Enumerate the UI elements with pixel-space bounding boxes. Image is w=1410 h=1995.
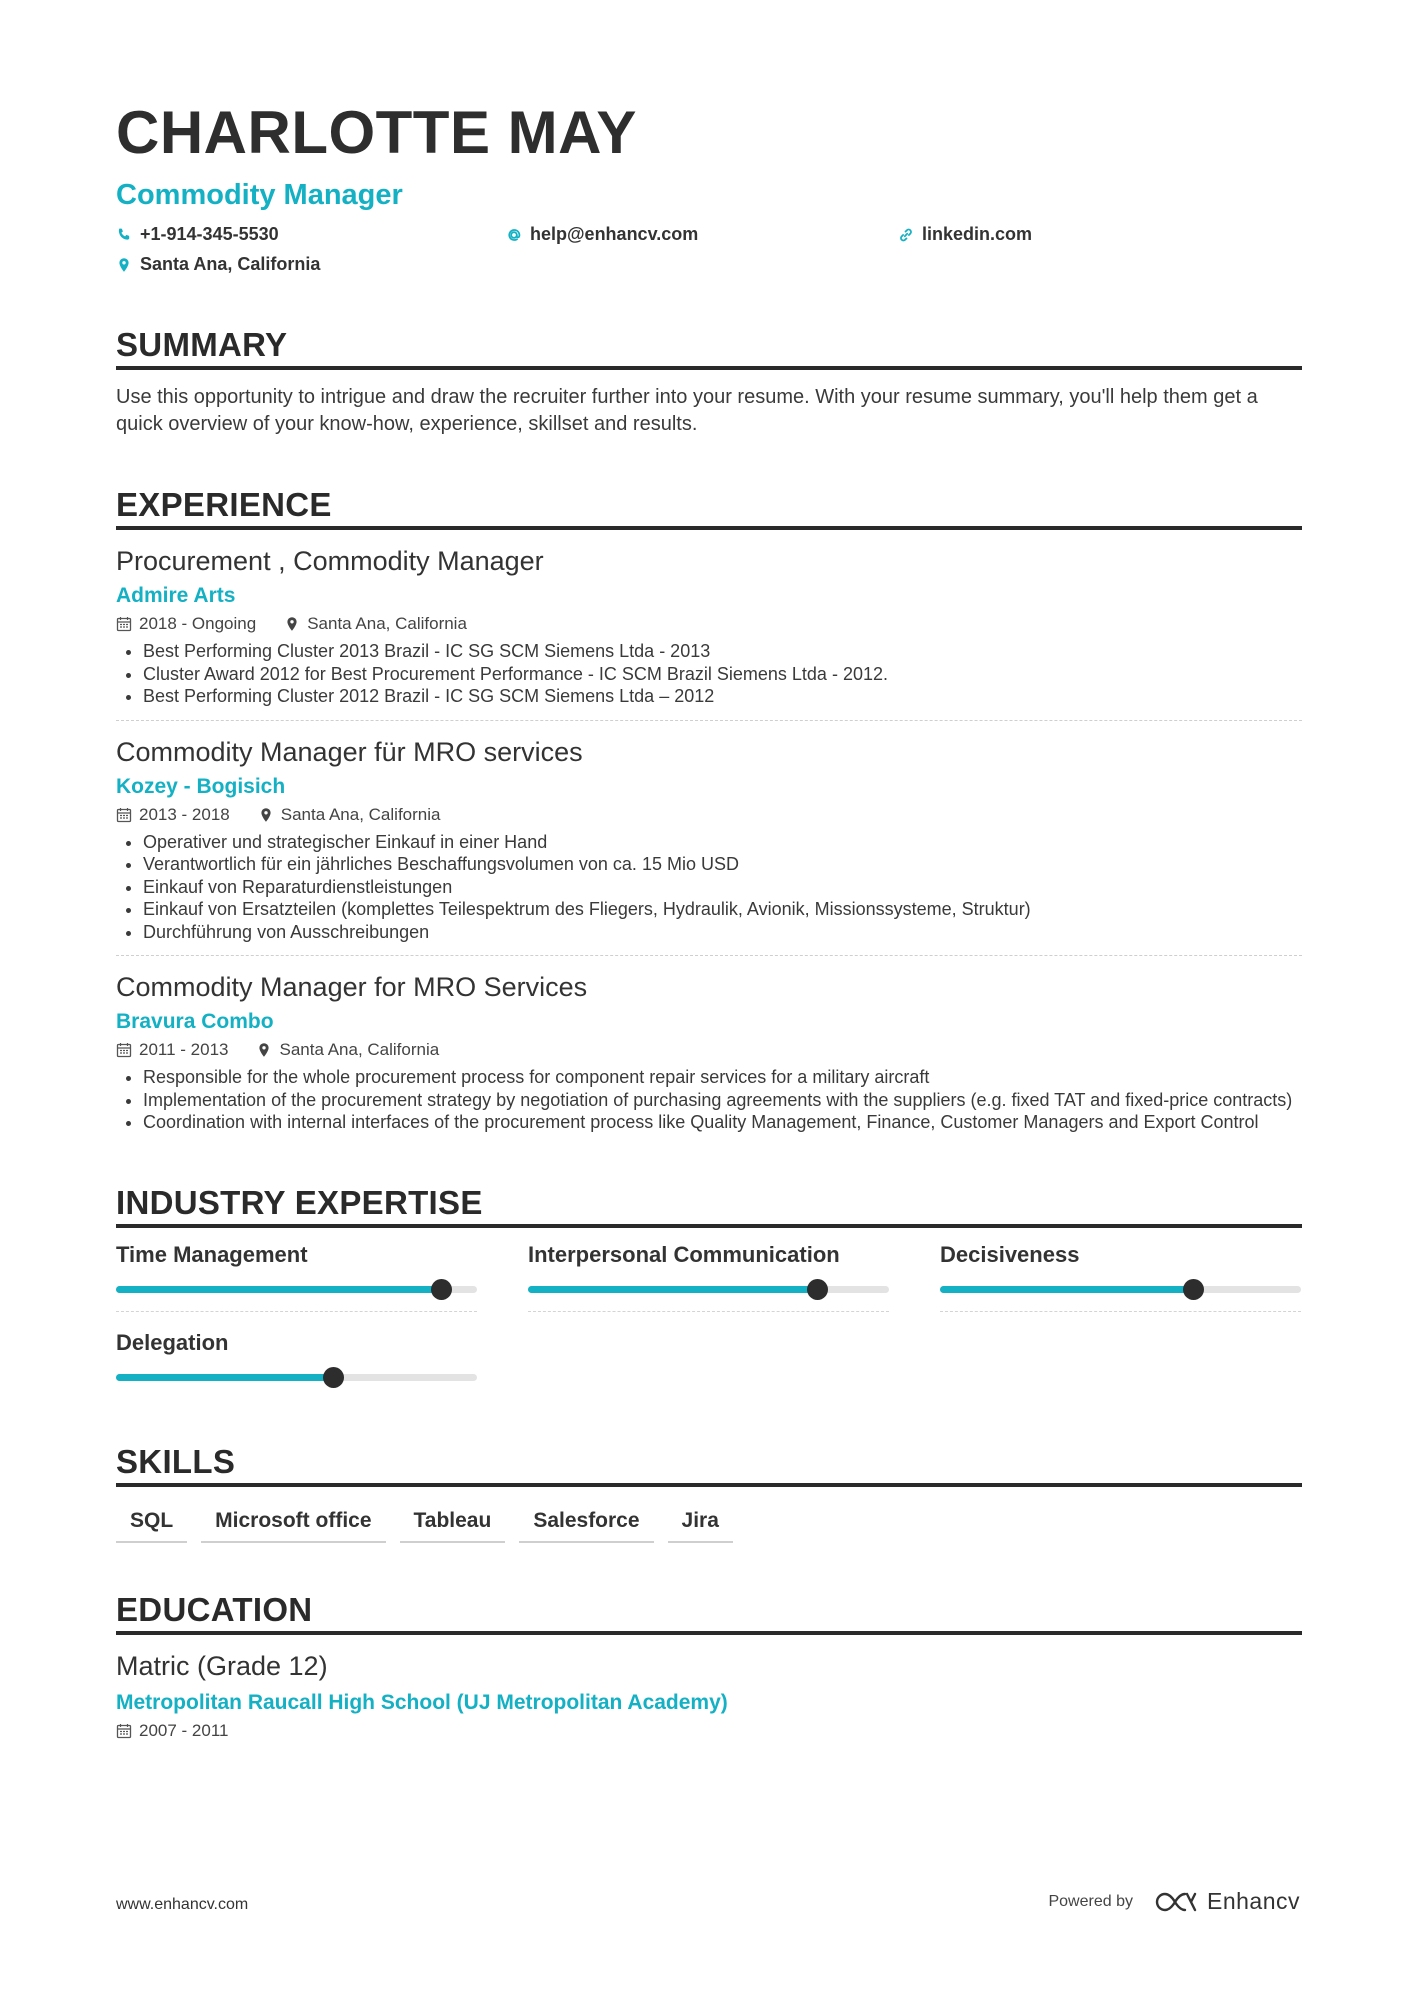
- contact-email[interactable]: [506, 224, 698, 245]
- skill-tag: SQL: [116, 1509, 187, 1543]
- expertise-grid: [116, 1242, 1302, 1399]
- skill-tag: Salesforce: [519, 1509, 653, 1543]
- skills-tags: [116, 1509, 1302, 1543]
- job-bullets: [116, 640, 1302, 708]
- expertise-section: [116, 1183, 1302, 1399]
- experience-item: [116, 721, 1302, 957]
- location-pin-icon: [116, 257, 132, 273]
- bullet-item: • Responsible for the whole procurement process for component repair services for a military aircraft: [143, 1066, 1302, 1089]
- skill-tag: Jira: [668, 1509, 733, 1543]
- job-title: Commodity Manager für MRO services: [116, 736, 583, 767]
- education-dates: [116, 1721, 228, 1741]
- location-pin-icon: [256, 1042, 272, 1058]
- bullet-item: • Operativer und strategischer Einkauf in einer Hand: [143, 831, 1302, 854]
- summary-title: SUMMARY: [116, 328, 1302, 370]
- bullet-item: • Cluster Award 2012 for Best Procurement Performance - IC SCM Brazil Siemens Ltda - 2012.: [143, 663, 1302, 686]
- bullet-item: • Best Performing Cluster 2013 Brazil - IC SG SCM Siemens Ltda - 2013: [143, 640, 1302, 663]
- contact-website[interactable]: [898, 224, 1032, 245]
- company-name: Admire Arts: [116, 584, 236, 607]
- footer-branding: [1048, 1888, 1300, 1915]
- enhancv-logo-icon: [1155, 1891, 1199, 1913]
- resume-content: [116, 95, 1302, 1741]
- expertise-bar-fill: [528, 1286, 817, 1293]
- bullet-item: • Coordination with internal interfaces of the procurement process like Quality Management, Finance, Customer Managers and Export Control: [143, 1111, 1302, 1134]
- job-location: [256, 1040, 439, 1060]
- job-meta: [116, 805, 1302, 825]
- expertise-bar: [116, 1374, 477, 1381]
- expertise-item: [116, 1242, 477, 1312]
- website-text: linkedin.com: [922, 224, 1033, 244]
- brand-logo[interactable]: [1155, 1888, 1300, 1915]
- bullet-item: • Verantwortlich für ein jährliches Beschaffungsvolumen von ca. 15 Mio USD: [143, 853, 1302, 876]
- footer-website[interactable]: www.enhancv.com: [116, 1896, 249, 1913]
- calendar-icon: [116, 616, 132, 632]
- job-title: Procurement , Commodity Manager: [116, 546, 544, 576]
- job-location: [284, 614, 467, 634]
- education-section: [116, 1590, 1302, 1741]
- education-dates-text: 2007 - 2011: [139, 1720, 229, 1740]
- degree-title: Matric (Grade 12): [116, 1650, 328, 1681]
- skill-tag: Tableau: [400, 1509, 506, 1543]
- education-meta: [116, 1721, 1302, 1741]
- candidate-headline: Commodity Manager: [116, 179, 403, 211]
- job-dates: [116, 614, 256, 634]
- expertise-item: [528, 1242, 889, 1312]
- experience-title: EXPERIENCE: [116, 488, 1302, 530]
- bullet-item: • Best Performing Cluster 2012 Brazil - IC SG SCM Siemens Ltda – 2012: [143, 685, 1302, 708]
- job-bullets: [116, 1066, 1302, 1134]
- job-location: [258, 805, 441, 825]
- school-name: Metropolitan Raucall High School (UJ Metropolitan Academy): [116, 1690, 728, 1714]
- location-pin-icon: [284, 616, 300, 632]
- link-icon: [898, 227, 914, 243]
- calendar-icon: [116, 1723, 132, 1739]
- job-location-text: Santa Ana, California: [279, 1040, 440, 1059]
- calendar-icon: [116, 807, 132, 823]
- expertise-bar-knob: [807, 1279, 828, 1300]
- expertise-bar: [940, 1286, 1301, 1293]
- bullet-item: • Einkauf von Ersatzteilen (komplettes Teilespektrum des Fliegers, Hydraulik, Avionik, Missionssysteme, Struktur): [143, 898, 1302, 921]
- expertise-bar-fill: [940, 1286, 1193, 1293]
- candidate-name: CHARLOTTE MAY: [116, 99, 637, 166]
- phone-text: +1-914-345-5530: [140, 224, 279, 244]
- job-location-text: Santa Ana, California: [280, 804, 441, 824]
- expertise-item: [940, 1242, 1301, 1312]
- education-title: EDUCATION: [116, 1593, 1302, 1635]
- job-dates: [116, 1040, 228, 1060]
- location-pin-icon: [258, 807, 274, 823]
- experience-section: [116, 488, 1302, 1146]
- company-name: Bravura Combo: [116, 1010, 274, 1033]
- job-location-text: Santa Ana, California: [307, 614, 467, 633]
- email-text: help@enhancv.com: [530, 224, 699, 244]
- skills-section: [116, 1442, 1302, 1543]
- expertise-name: Decisiveness: [940, 1241, 1080, 1267]
- expertise-title: INDUSTRY EXPERTISE: [116, 1186, 1302, 1228]
- expertise-bar: [528, 1286, 889, 1293]
- powered-by-label: Powered by: [1048, 1892, 1133, 1910]
- experience-item: [116, 530, 1302, 721]
- contact-location: [116, 254, 320, 275]
- brand-name: Enhancv: [1206, 1888, 1300, 1914]
- job-dates: [116, 805, 230, 825]
- expertise-name: Delegation: [116, 1329, 229, 1355]
- expertise-bar-knob: [323, 1367, 344, 1388]
- expertise-bar-fill: [116, 1374, 333, 1381]
- contact-phone[interactable]: [116, 224, 279, 245]
- at-icon: [506, 227, 522, 243]
- job-meta: [116, 614, 1302, 634]
- phone-icon: [116, 227, 132, 243]
- bullet-item: • Einkauf von Reparaturdienstleistungen: [143, 876, 1302, 899]
- expertise-bar-knob: [1183, 1279, 1204, 1300]
- expertise-item: [116, 1330, 477, 1399]
- summary-section: [116, 328, 1302, 438]
- expertise-bar: [116, 1286, 477, 1293]
- expertise-name: Time Management: [116, 1241, 308, 1267]
- skill-tag: Microsoft office: [201, 1509, 385, 1543]
- expertise-bar-fill: [116, 1286, 441, 1293]
- expertise-name: Interpersonal Communication: [528, 1241, 840, 1267]
- calendar-icon: [116, 1042, 132, 1058]
- bullet-item: • Durchführung von Ausschreibungen: [143, 921, 1302, 944]
- job-meta: [116, 1040, 1302, 1060]
- experience-item: [116, 956, 1302, 1146]
- job-bullets: [116, 831, 1302, 944]
- expertise-bar-knob: [431, 1279, 452, 1300]
- job-dates-text: 2011 - 2013: [139, 1040, 229, 1059]
- job-title: Commodity Manager for MRO Services: [116, 972, 588, 1002]
- bullet-item: • Implementation of the procurement strategy by negotiation of purchasing agreements with the suppliers (e.g. fixed TAT and fixed-price contracts): [143, 1089, 1302, 1112]
- location-text: Santa Ana, California: [140, 254, 321, 274]
- company-name: Kozey - Bogisich: [116, 774, 286, 798]
- job-dates-text: 2013 - 2018: [139, 804, 230, 824]
- skills-title: SKILLS: [116, 1445, 1302, 1487]
- summary-text: Use this opportunity to intrigue and draw the recruiter further into your resume. With your resume summary, you'll help them get a quick overview of your know-how, experience, skillset and results.: [116, 386, 1258, 435]
- contact-info: [116, 224, 1302, 286]
- job-dates-text: 2018 - Ongoing: [139, 614, 257, 633]
